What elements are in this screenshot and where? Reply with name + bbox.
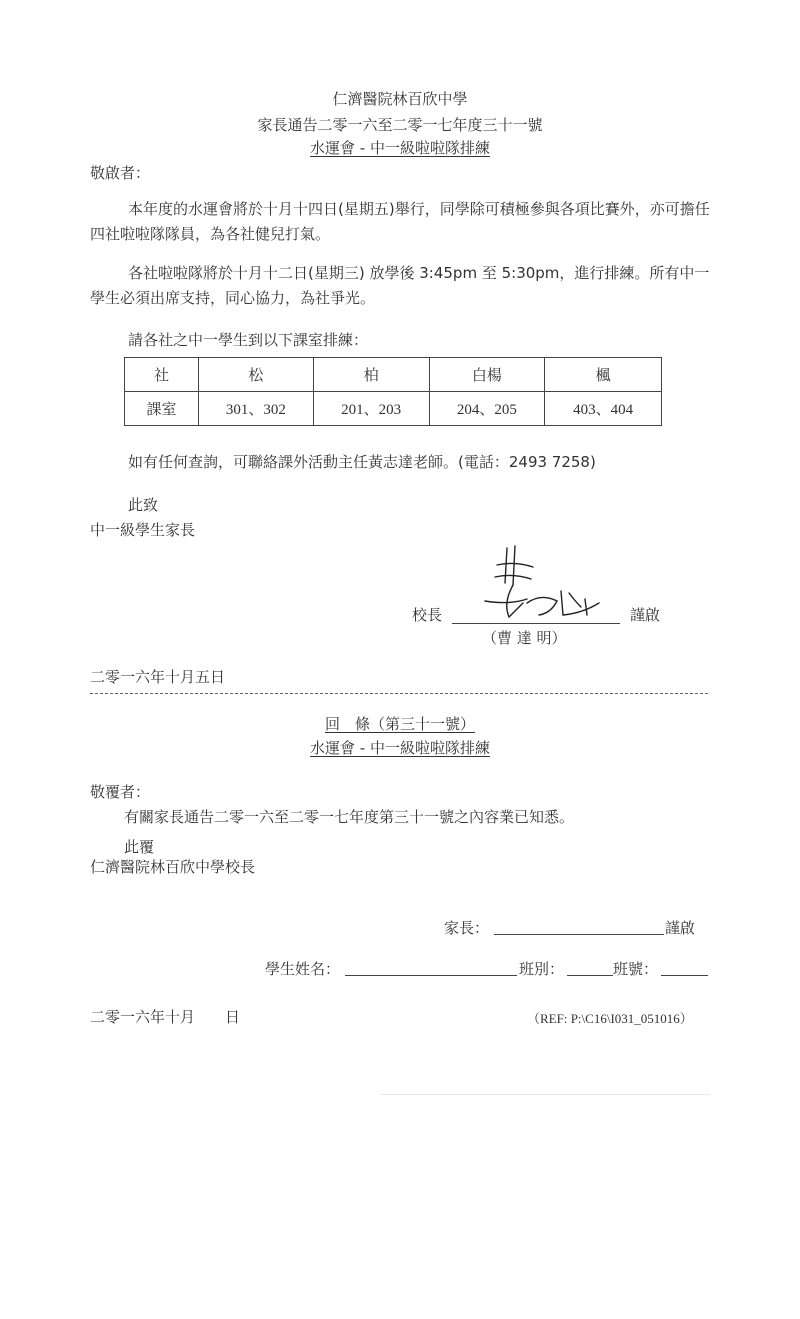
closing: 此致: [128, 496, 159, 514]
school-name: 仁濟醫院林百欣中學: [332, 90, 468, 108]
table-cell: 204、205: [429, 392, 545, 426]
class-label: 班別：: [519, 960, 565, 978]
table-cell: 201、203: [313, 392, 429, 426]
scan-artifact-line: [380, 1094, 710, 1095]
paragraph-1: 本年度的水運會將於十月十四日(星期五)舉行，同學除可積極參與各項比賽外，亦可擔任四社啦啦隊隊員，為各社健兒打氣。: [90, 200, 710, 243]
parent-signature-field[interactable]: [494, 934, 664, 935]
class-no-field[interactable]: [661, 975, 708, 976]
tear-off-divider: [90, 693, 708, 694]
signature-line: [452, 623, 620, 624]
recipient: 中一級學生家長: [90, 521, 196, 539]
reply-salutation: 敬覆者：: [90, 783, 151, 801]
paragraph-3: 請各社之中一學生到以下課室排練：: [128, 331, 369, 349]
table-header-cell: 社: [125, 358, 199, 392]
reply-date: 二零一六年十月 日: [90, 1008, 241, 1026]
salutation: 敬啟者：: [90, 164, 151, 182]
table-cell: 課室: [125, 392, 199, 426]
reply-closing: 此覆: [124, 838, 155, 856]
parent-sign-off: 謹啟: [665, 919, 696, 937]
principal-label: 校長: [412, 606, 443, 624]
reply-subject: 水運會 - 中一級啦啦隊排練: [310, 739, 490, 757]
class-field[interactable]: [567, 975, 613, 976]
notice-number: 家長通告二零一六至二零一七年度三十一號: [257, 116, 543, 134]
reply-recipient: 仁濟醫院林百欣中學校長: [90, 858, 256, 876]
class-no-label: 班號：: [613, 960, 659, 978]
reply-body: 有關家長通告二零一六至二零一七年度第三十一號之內容業已知悉。: [124, 808, 575, 826]
reply-title: 回 條（第三十一號）: [324, 715, 475, 733]
table-header-row: [125, 358, 662, 392]
student-name-label: 學生姓名：: [265, 960, 341, 978]
notice-subject: 水運會 - 中一級啦啦隊排練: [310, 139, 490, 157]
notice-date: 二零一六年十月五日: [90, 668, 226, 686]
table-header-cell: 楓: [545, 358, 662, 392]
principal-name: （曹 達 明）: [482, 629, 567, 647]
contact-line: 如有任何查詢，可聯絡課外活動主任黃志達老師。(電話：2493 7258): [128, 453, 596, 471]
table-cell: 301、302: [199, 392, 314, 426]
rooms-table: [124, 357, 662, 426]
table-header-cell: 松: [199, 358, 314, 392]
parent-label: 家長：: [444, 919, 490, 937]
principal-sign-off: 謹啟: [630, 606, 661, 624]
table-row: [125, 392, 662, 426]
principal-signature: [465, 543, 615, 623]
student-name-field[interactable]: [345, 975, 517, 976]
table-header-cell: 柏: [313, 358, 429, 392]
table-cell: 403、404: [545, 392, 662, 426]
table-header-cell: 白楊: [429, 358, 545, 392]
reference-code: （REF: P:\C16\I031_051016）: [527, 1011, 693, 1026]
paragraph-2: 各社啦啦隊將於十月十二日(星期三) 放學後 3:45pm 至 5:30pm，進行排練。所有中一學生必須出席支持，同心協力，為社爭光。: [90, 264, 710, 307]
